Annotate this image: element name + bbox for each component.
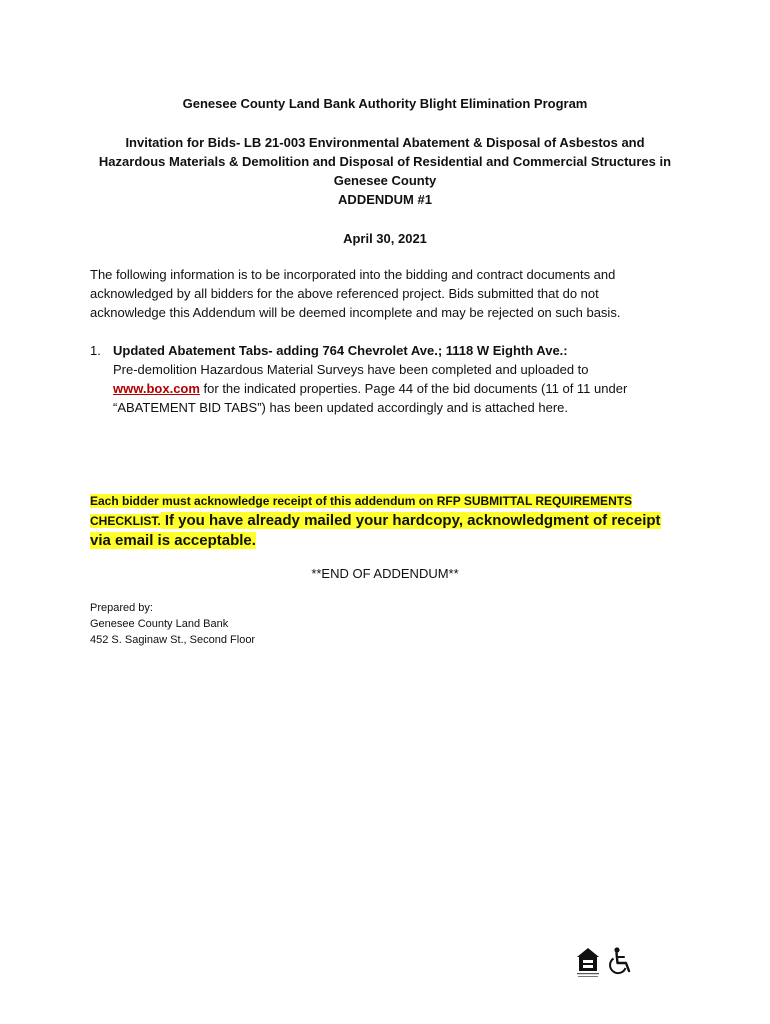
- notice-part2-line1: If you have already mailed your hardcopy, acknowledgment of receipt: [160, 512, 661, 529]
- intro-line-3: acknowledge this Addendum will be deemed incomplete and may be rejected on such basis.: [90, 305, 621, 320]
- wheelchair-accessibility-icon: [610, 947, 629, 973]
- notice-line-2: [90, 511, 690, 531]
- equal-housing-opportunity-icon: [577, 948, 599, 977]
- prepared-by-label: Prepared by:: [90, 602, 153, 614]
- program-title: Genesee County Land Bank Authority Blight Elimination Program: [182, 96, 588, 111]
- box-link[interactable]: www.box.com: [113, 381, 200, 396]
- list-item-heading: Updated Abatement Tabs- adding 764 Chevrolet Ave.; 1118 W Eighth Ave.:: [113, 343, 568, 358]
- list-item-line-1: Pre-demolition Hazardous Material Surveys have been completed and uploaded to: [113, 362, 589, 377]
- intro-paragraph: [90, 265, 680, 322]
- itb-title-line-2: Hazardous Materials & Demolition and Disposal of Residential and Commercial Structures in: [98, 154, 672, 169]
- list-item-number: 1.: [90, 343, 101, 358]
- itb-title-line-1: Invitation for Bids- LB 21-003 Environmental Abatement & Disposal of Asbestos and: [125, 135, 645, 150]
- list-item-line-2-text: for the indicated properties. Page 44 of the bid documents (11 of 11 under: [199, 381, 628, 396]
- intro-line-1: The following information is to be incorporated into the bidding and contract documents and: [90, 267, 616, 282]
- list-item-content: [113, 341, 683, 417]
- notice-line-3: [90, 531, 690, 550]
- notice-line-1: [90, 491, 690, 511]
- intro-line-2: acknowledged by all bidders for the above referenced project. Bids submitted that do not: [90, 286, 599, 301]
- document-date: April 30, 2021: [343, 231, 427, 246]
- prepared-by-address: 452 S. Saginaw St., Second Floor: [90, 634, 256, 646]
- logos-graphic: [575, 945, 645, 981]
- notice-part1-line1: Each bidder must acknowledge receipt of this addendum on RFP SUBMITTAL REQUIREMENTS: [90, 494, 633, 508]
- acknowledgment-notice: [90, 491, 690, 550]
- prepared-by-block: [90, 600, 390, 648]
- notice-part1-line2: CHECKLIST.: [90, 514, 161, 528]
- notice-part2-line2: via email is acceptable.: [90, 532, 256, 549]
- list-item-line-2: [113, 379, 683, 398]
- addendum-label: ADDENDUM #1: [338, 192, 432, 207]
- itb-title-line-3: Genesee County: [333, 173, 437, 188]
- end-of-addendum: **END OF ADDENDUM**: [311, 566, 459, 581]
- footer-logos: [575, 945, 645, 981]
- list-item-line-3: “ABATEMENT BID TABS”) has been updated accordingly and is attached here.: [113, 400, 568, 415]
- prepared-by-org: Genesee County Land Bank: [90, 618, 229, 630]
